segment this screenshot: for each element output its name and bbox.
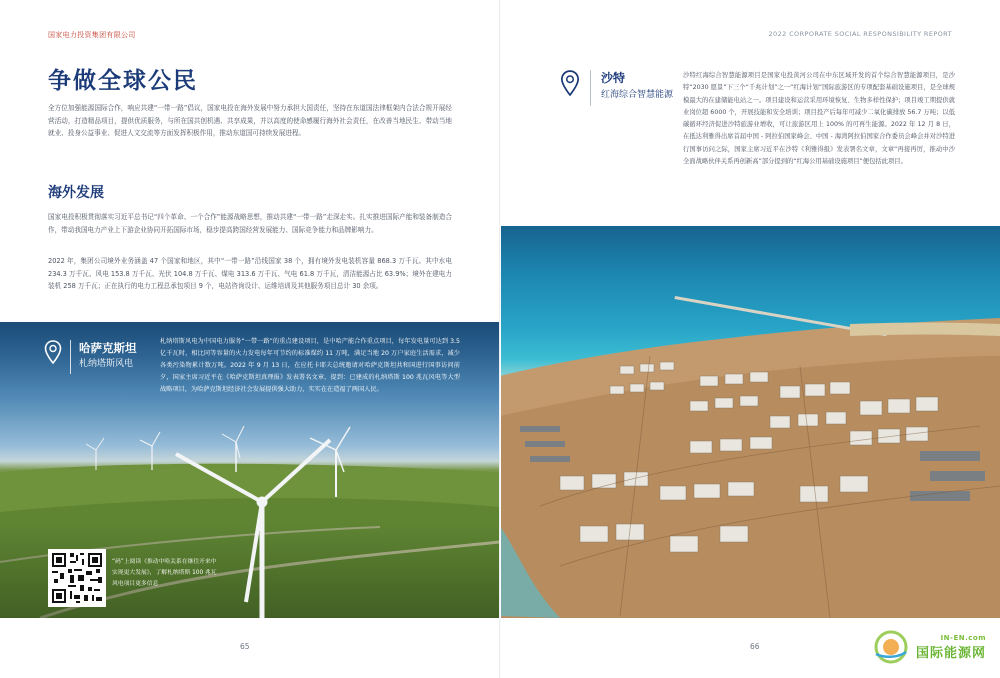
intro-paragraph: 全方位加强能源国际合作，响应共建“一带一路”倡议，国家电投在海外发展中努力承担大国责任，坚持在东道国法律框架内合法合规开展经营活动，打造精品项目，提供优质服务，与所在国共创机遇、共享成果，并以高度的使命感履行海外社会责任，在改善当地民生、带动当地就业、投身公益事业、促进人文交流等方面发挥积极作用，推动东道国可持续发展进程。 — [48, 104, 452, 138]
page-number-left: 65 — [240, 642, 250, 651]
qr-code[interactable] — [48, 549, 106, 607]
overseas-paragraph-1: 国家电投积极贯彻落实习近平总书记“四个革命、一个合作”能源战略思想，推动共建“一带一路”走深走实。扎实推进国际产能和装备制造合作，带动我国电力产业上下游企业协同开拓国际市场，稳步提高跨国经营发展能力、国际竞争能力和品牌影响力。 — [48, 213, 452, 234]
kazakhstan-location-label — [44, 340, 137, 374]
location-divider — [70, 340, 71, 374]
watermark-name: 国际能源网 — [915, 645, 986, 661]
saudi-project: 红海综合智慧能源 — [601, 90, 674, 100]
qr-caption: “码”上阅读《推动中哈关系在继往开来中实现更大发展》，了解札纳塔斯 100 兆瓦风电项目更多信息 — [112, 559, 217, 587]
location-pin-icon — [560, 70, 580, 96]
header-report-title: 2022 CORPORATE SOCIAL RESPONSIBILITY REPORT — [768, 30, 952, 38]
page-number-right: 66 — [750, 642, 760, 651]
right-page — [500, 0, 1000, 678]
qr-code-icon — [50, 551, 104, 605]
kazakhstan-description: 札纳塔斯风电为中国电力服务“一带一路”的重点建设项目，是中哈产能合作重点项目，每年发电量可达到 3.5 亿千瓦时，相比同等容量的火力发电每年可节约的标准煤约 11 万吨，满足当地 20 万户家庭生活需求，减少各类污染物累计数万吨。2022 年 9 月 13 日，在应托卡耶夫总统邀请对哈萨克斯坦共和国进行国事访问前夕，国家主席习近平在《哈萨克斯坦真理报》发表署名文章，提到：已建成的札纳塔斯 100 兆瓦风电等大型战略项目，为哈萨克斯坦经济社会发展提供强大助力，实实在在造福了两国人民。 — [160, 338, 460, 394]
section-title-overseas: 海外发展 — [48, 185, 104, 201]
kazakhstan-project: 札纳塔斯风电 — [79, 359, 134, 369]
red-sea-site-illustration — [500, 226, 1000, 618]
saudi-location-label — [560, 70, 673, 106]
location-divider — [590, 70, 591, 106]
in-en-logo-icon — [872, 628, 910, 666]
red-sea-construction-photo — [500, 226, 1000, 618]
watermark — [872, 628, 986, 666]
location-pin-icon — [44, 340, 62, 364]
page-title: 争做全球公民 — [48, 68, 198, 94]
overseas-paragraph-2: 2022 年，集团公司境外业务涵盖 47 个国家和地区，其中“一带一路”沿线国家 38 个，拥有境外发电装机容量 868.3 万千瓦。其中水电 234.3 万千瓦、风电 153.8 万千瓦、光伏 104.8 万千瓦、煤电 313.6 万千瓦、气电 61.8 万千瓦，清洁能源占比 63.9%；境外在建电力装机 258 万千瓦；正在执行的电力工程总承包项目 9 个，电站咨询设计、运维培训及其他服务项目总计 30 余项。 — [48, 257, 452, 291]
saudi-country: 沙特 — [601, 71, 626, 85]
kazakhstan-country: 哈萨克斯坦 — [79, 341, 137, 355]
header-company: 国家电力投资集团有限公司 — [48, 31, 136, 39]
spine-gutter — [499, 0, 501, 678]
watermark-url: IN-EN.com — [940, 633, 986, 642]
saudi-description: 沙特红海综合智慧能源项目是国家电投黄河公司在中东区域开发的首个综合智慧能源项目，是沙特“2030 愿景”下三个“千兆计划”之一“红海计划”国际旅游区的专项配套基础设施项目，是全球规模最大的在建储能电站之一。项目建设和运营采用环境恢复、生物多样性保护；项目竣工期提供就业岗位超 6000 个，开展技能和安全培训；项目投产后每年可减少二氧化碳排放 56.7 万吨；以低碳循环经济促进沙特旅游业增收，可让旅游区用上 100% 的可再生能源。2022 年 12 月 8 日，在抵达利雅得出席首届中国 - 阿拉伯国家峰会、中国 - 海湾阿拉伯国家合作委员会峰会并对沙特进行国事访问之际，国家主席习近平在沙特《利雅得报》发表署名文章，文章“再接再厉，推动中沙全面战略伙伴关系再创新高”部分提到的“红海公用基础设施项目”便包括此项目。 — [683, 72, 955, 166]
